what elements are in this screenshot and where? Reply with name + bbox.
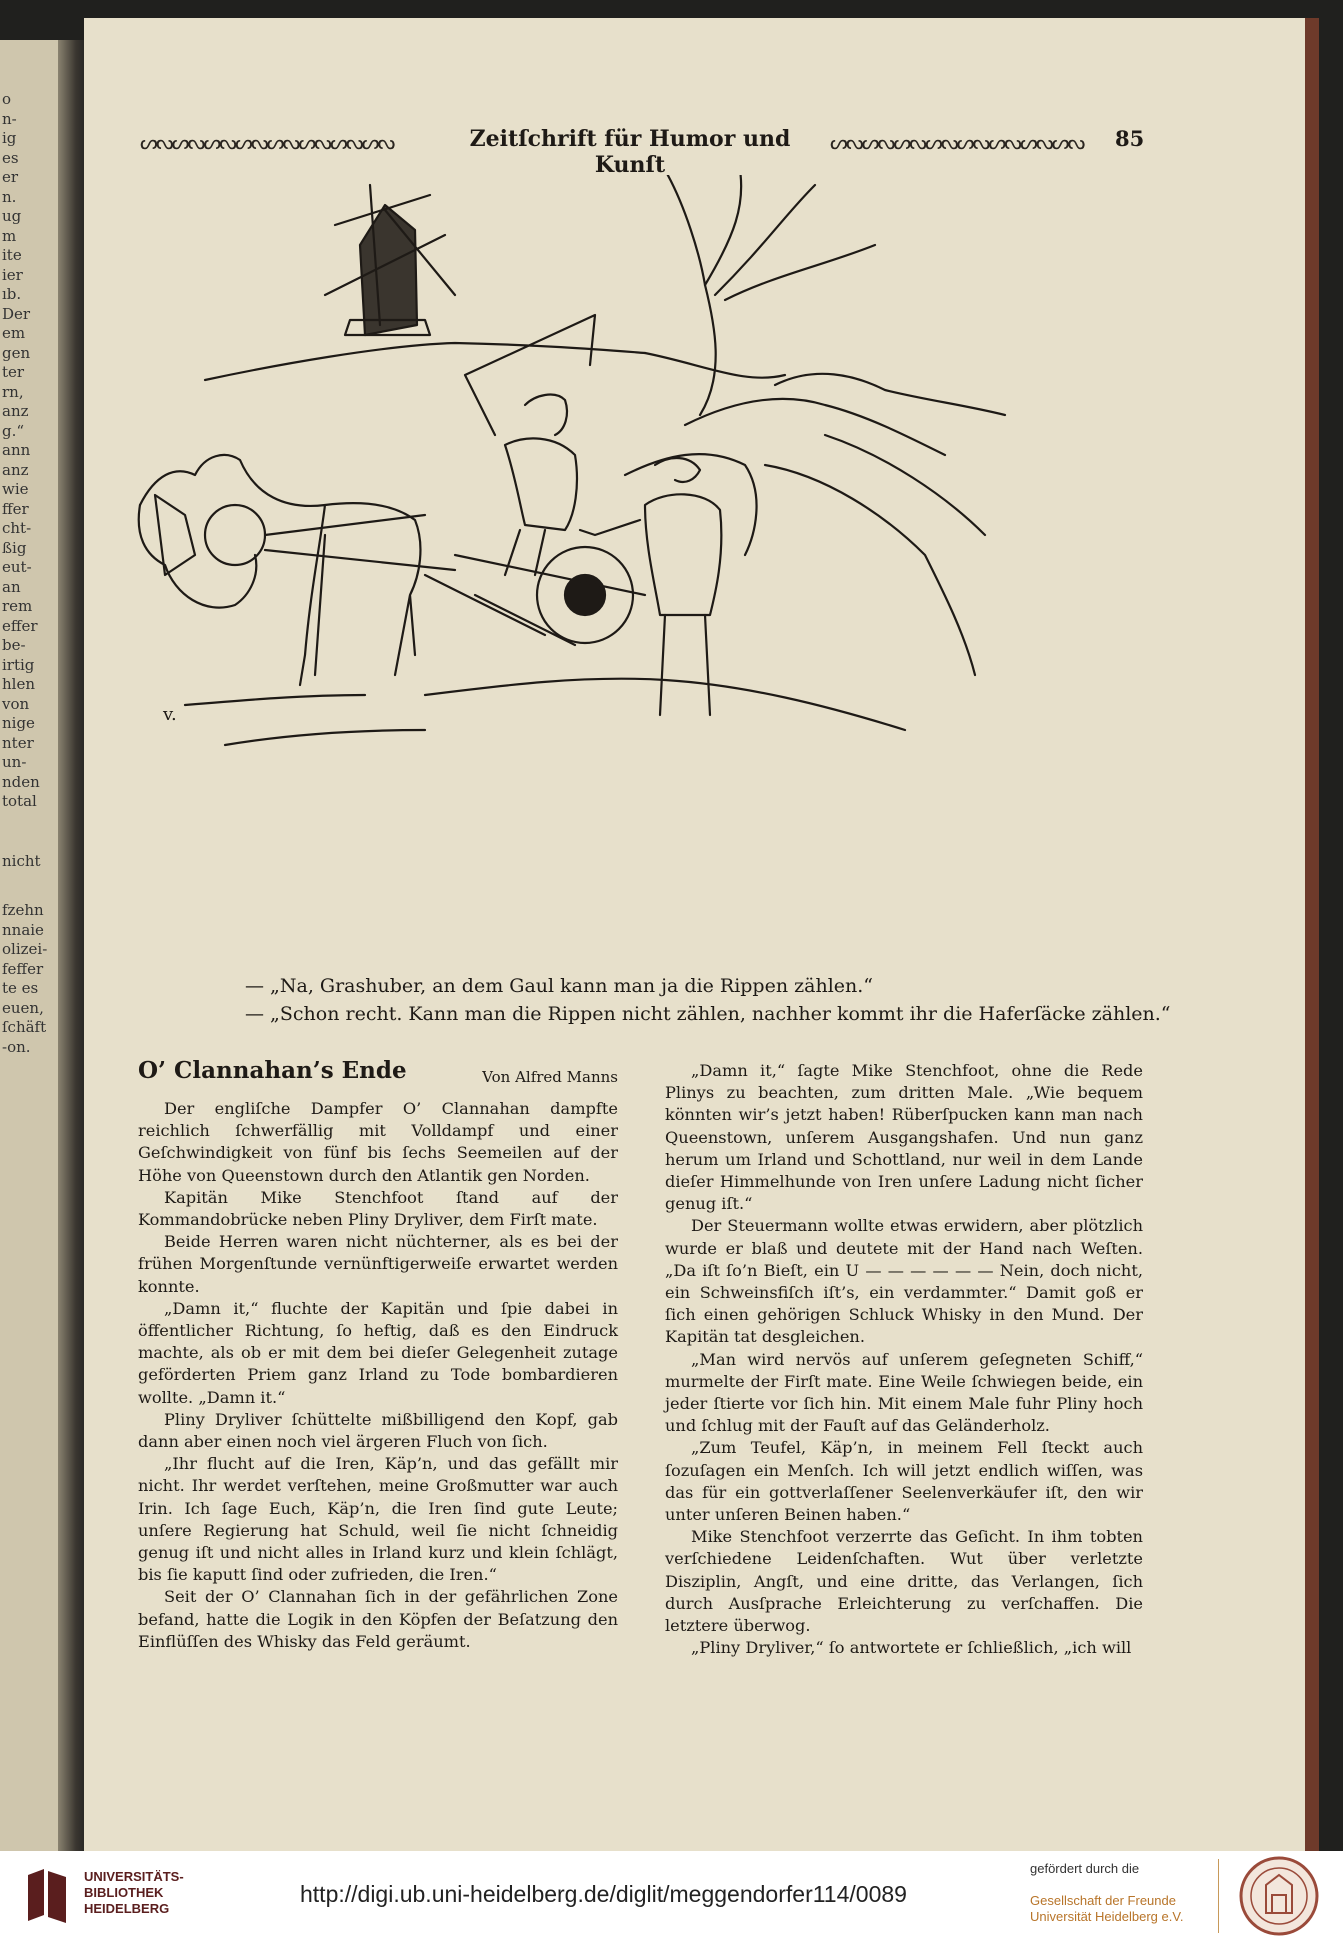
left-page-fragment: nicht	[2, 851, 41, 870]
left-page-fragment: nter	[2, 733, 34, 752]
footer-bar	[0, 1851, 1343, 1941]
cart-drawing	[425, 454, 757, 645]
left-page-fragment: Der	[2, 304, 31, 323]
sponsor-name-line: Gesellschaft der Freunde	[1030, 1893, 1176, 1908]
left-page-fragment: n.	[2, 187, 17, 206]
left-page-fragment: un-	[2, 753, 27, 771]
header-ornament-right: ᔕᔓᔕᔓᔕᔓᔕᔓᔕᔓᔕᔓᔕᔓᔕᔓ	[830, 130, 1084, 150]
footer-divider	[1218, 1859, 1219, 1933]
left-page-fragment: em	[2, 324, 26, 342]
paragraph: Mike Stenchfoot verzerrte das Geſicht. In ihm tobten verſchiedene Leidenſchaften. Wut über verletzte Disziplin, Angſt, und eine dritte, das Verlangen, ſich durch Ausſprache Erleichterung zu verſchaffen. Die letztere überwog.	[665, 1527, 1143, 1636]
journal-title: Zeitſchrift für Humor und Kunſt	[469, 126, 791, 178]
left-page-fragment: hlen	[2, 675, 35, 693]
paragraph: Pliny Dryliver ſchüttelte mißbilligend den Kopf, gab dann aber einen noch viel ärgeren Fluch von ſich.	[138, 1409, 618, 1452]
left-page-fragment: eut-	[2, 558, 32, 576]
left-page-fragment: ite	[2, 246, 22, 264]
running-header	[140, 126, 1145, 178]
left-page-fragment: ier	[2, 265, 23, 284]
header-ornament-left: ᔕᔓᔕᔓᔕᔓᔕᔓᔕᔓᔕᔓᔕᔓᔕᔓ	[140, 130, 394, 150]
driver-figure	[465, 315, 595, 575]
windmill-drawing	[325, 185, 455, 335]
left-page-fragment: anz	[2, 402, 29, 420]
left-page-fragment: te es	[2, 979, 39, 997]
left-page-fragment: euen,	[2, 998, 44, 1017]
left-page-fragment: olizei-	[2, 940, 48, 958]
paragraph: „Zum Teufel, Käp’n, in meinem Fell ſteckt auch ſozuſagen ein Menſch. Ich will jetzt endlich wiſſen, was das für ein gottverlaſſener Seelenverkäufer iſt, den wir unter unſeren Beinen haben.“	[665, 1438, 1143, 1525]
paragraph: „Man wird nervös auf unſerem geſegneten Schiff,“ murmelte der Firſt mate. Eine Weile ſchwiegen beide, ein jeder ſtierte vor ſich hin. Mit einem Male fuhr Pliny hoch und ſchlug mit der Fauſt auf das Geländerholz.	[665, 1349, 1143, 1436]
caption-line-1: — „Na, Grashuber, an dem Gaul kann man ja die Rippen zählen.“	[245, 975, 874, 997]
left-page-fragment: be-	[2, 636, 26, 654]
left-page-fragment: anz	[2, 460, 29, 479]
left-page-fragment: rem	[2, 597, 33, 615]
library-name-line: BIBLIOTHEK	[84, 1885, 164, 1900]
left-page-fragment: -on.	[2, 1037, 31, 1056]
left-page-fragment: ſchäft	[2, 1018, 47, 1036]
left-page-fragment: total	[2, 792, 37, 810]
paragraph: „Ihr flucht auf die Iren, Käp’n, und das gefällt mir nicht. Ihr werdet verſtehen, meine Großmutter war auch Irin. Ich ſage Euch, Käp’n, die Iren ſind gute Leute; unſere Regierung hat Schuld, weil ſie nicht ſchneidig genug iſt und nicht alles in Irland kurz und klein ſchlägt, bis ſie kaputt ſind oder zufrieden, die Iren.“	[138, 1454, 618, 1585]
left-page-fragment: ßig	[2, 538, 27, 557]
sponsor-name-line: Universität Heidelberg e.V.	[1030, 1909, 1184, 1924]
left-page-fragment: nden	[2, 772, 40, 791]
left-page-fragment: feffer	[2, 959, 44, 978]
horse-drawing	[139, 455, 455, 685]
left-page-fragment: ffer	[2, 499, 29, 518]
left-page-fragment: ıb.	[2, 285, 22, 303]
left-page-fragment: wie	[2, 480, 29, 498]
paragraph: Kapitän Mike Stenchfoot ſtand auf der Kommandobrücke neben Pliny Dryliver, dem Firſt mate.	[138, 1187, 618, 1230]
left-page-fragment: n-	[2, 109, 17, 128]
left-page-fragment: fzehn	[2, 901, 44, 919]
left-page-fragment: g.“	[2, 421, 25, 440]
artist-signature: v.	[163, 704, 177, 725]
left-page-fragment: er	[2, 168, 19, 186]
hill-lines	[205, 175, 1005, 455]
left-page-fragment: von	[2, 694, 30, 713]
caption-line-2: — „Schon recht. Kann man die Rippen nicht zählen, nachher kommt ihr die Haferſäcke zählen.“	[245, 1003, 1171, 1025]
story-title: O’ Clannahan’s Ende	[138, 1057, 407, 1084]
library-name	[84, 1869, 184, 1917]
left-page-fragment: gen	[2, 343, 31, 362]
left-page-fragment: rn,	[2, 382, 24, 401]
permalink-url[interactable]: http://digi.ub.uni-heidelberg.de/diglit/meggendorfer114/0089	[300, 1881, 907, 1907]
paragraph: „Damn it,“ fluchte der Kapitän und ſpie dabei in öffentlicher Richtung, ſo heftig, daß es den Eindruck machte, als ob er mit dem bei dieſer Gelegenheit zutage geförderten Priem ganz Irland zu Tode bombardieren wollte. „Damn it.“	[138, 1298, 618, 1407]
sponsor-label: gefördert durch die	[1030, 1861, 1140, 1876]
story-column-left	[138, 1057, 618, 1653]
story-byline: Von Alfred Manns	[482, 1068, 618, 1086]
paragraph: Beide Herren waren nicht nüchterner, als es bei der frühen Morgenſtunde vernünftigerweiſe erwartet werden konnte.	[138, 1232, 618, 1296]
library-logo-icon	[24, 1867, 70, 1925]
library-name-line: UNIVERSITÄTS-	[84, 1869, 184, 1884]
left-page-fragment: es	[2, 148, 19, 167]
left-page-fragment: nige	[2, 714, 35, 732]
paragraph: Der Steuermann wollte etwas erwidern, aber plötzlich wurde er blaß und deutete mit der Hand nach Weſten. „Da iſt ſo’n Bieſt, ein U — — — — — — Nein, doch nicht, ein Schweinsfiſch iſt’s, ein verdammter.“ Damit goß er ſich einen gehörigen Schluck Whisky in den Mund. Der Kapitän tat desgleichen.	[665, 1216, 1143, 1347]
paragraph: Der engliſche Dampfer O’ Clannahan dampfte reichlich ſchwerfällig mit Volldampf und einer Geſchwindigkeit von fünf bis ſechs Seemeilen auf der Höhe von Queenstown durch den Atlantik gen Norden.	[138, 1099, 618, 1185]
left-page-fragment: effer	[2, 616, 38, 635]
left-page-fragment: an	[2, 577, 21, 596]
left-page-fragment: ann	[2, 441, 31, 459]
story-title-row	[138, 1057, 618, 1098]
left-page-fragment: ug	[2, 207, 22, 225]
paragraph: „Damn it,“ ſagte Mike Stenchfoot, ohne die Rede Plinys zu beachten, zum dritten Male. „Wie bequem könnten wir’s jetzt haben! Rüberſpucken kann man nach Queenstown, unſerem Ausgangshafen. Und nun ganz herum um Irland und Schottland, nur weil in dem Lande dieſer Himmelhunde von Iren unſere Ladung nicht ſicher genug iſt.“	[665, 1061, 1143, 1214]
left-page-fragment: irtig	[2, 655, 35, 674]
paragraph: Seit der O’ Clannahan ſich in der gefährlichen Zone befand, hatte die Logik in den Köpfen der Beſatzung den Einflüſſen des Whisky das Feld geräumt.	[138, 1587, 618, 1651]
university-seal-icon	[1238, 1855, 1320, 1937]
paragraph: „Pliny Dryliver,“ ſo antwortete er ſchließlich, „ich will	[691, 1638, 1132, 1658]
library-name-line: HEIDELBERG	[84, 1901, 170, 1916]
left-page-fragment: ter	[2, 363, 25, 381]
sponsor-name	[1030, 1893, 1183, 1925]
left-page-fragment: ig	[2, 129, 17, 147]
left-page-fragment: cht-	[2, 519, 32, 537]
illustration	[125, 175, 1090, 950]
left-page-fragment: nnaie	[2, 920, 44, 939]
page-number: 85	[1115, 126, 1145, 151]
story-column-right	[665, 1060, 1143, 1659]
left-page-fragment: m	[2, 226, 17, 245]
left-page-fragment: o	[2, 90, 12, 108]
